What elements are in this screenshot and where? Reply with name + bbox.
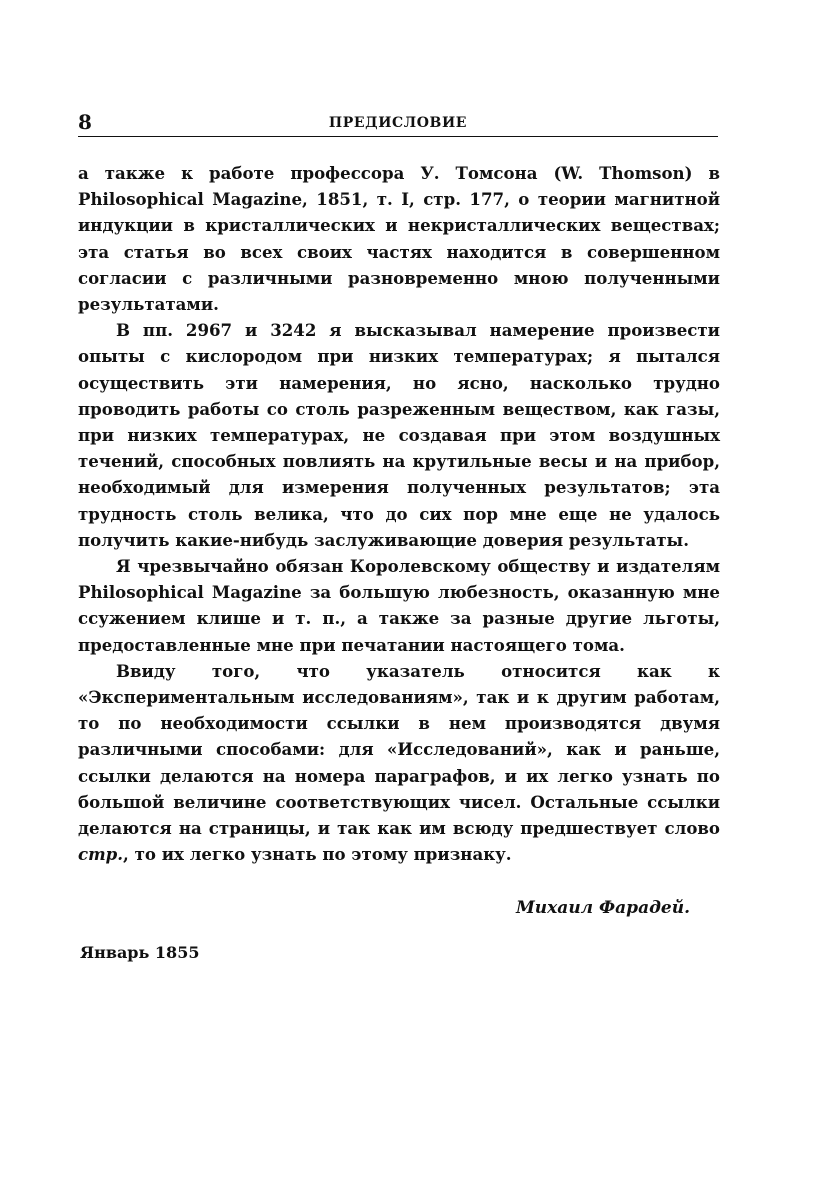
- paragraph-thomson-reference: а также к работе профессора У. Томсона (W. Thomson) в Philosophical Magazine, 1851, т. I, стр. 177, о теории магнитной индукции в кристаллических и некристаллических веществах; эта статья во всех своих частях находится в совершенном согласии с различными разновременно мною полученными результатами.: [78, 163, 720, 315]
- date-line: Январь 1855: [80, 943, 200, 962]
- paragraph-index-tail: , то их легко узнать по этому признаку.: [123, 844, 512, 865]
- paragraph-oxygen-experiments: В пп. 2967 и 3242 я высказывал намерение произвести опыты с кислородом при низких температурах; я пытался осуществить эти намерения, но ясно, насколько трудно проводить работы со столь разреженным веществом, как газы, при низких температурах, не создавая при этом воздушных течений, способных повлиять на крутильные весы и на прибор, необходимый для измерения полученных результатов; эта трудность столь велика, что до сих пор мне еще не удалось получить какие-нибудь заслуживающие доверия результаты.: [78, 320, 720, 550]
- running-title: ПРЕДИСЛОВИЕ: [328, 115, 468, 131]
- page-number: 8: [78, 110, 92, 134]
- paragraph-acknowledgements: Я чрезвычайно обязан Королевскому обществу и издателям Philosophical Magazine за большую любезность, оказанную мне ссужением клише и т. п., а также за разные другие льготы, предоставленные мне при печатании настоящего тома.: [78, 556, 720, 655]
- paragraph-index-references: [78, 658, 720, 868]
- italic-word-str: стр.: [78, 844, 124, 865]
- preface-body: [78, 160, 720, 867]
- author-signature: Михаил Фарадей.: [515, 898, 690, 918]
- page-header: [78, 110, 718, 134]
- paragraph-index-text: Ввиду того, что указатель относится как к «Экспериментальным исследованиям», так и к другим работам, то по необходимости ссылки в нем производятся двумя различными способами: для «Исследований», как и раньше, ссылки делаются на номера параграфов, и их легко узнать по большой величине соответствующих чисел. Остальные ссылки делаются на страницы, и так как им всюду предшествует слово: [78, 660, 720, 839]
- header-divider: [78, 136, 718, 137]
